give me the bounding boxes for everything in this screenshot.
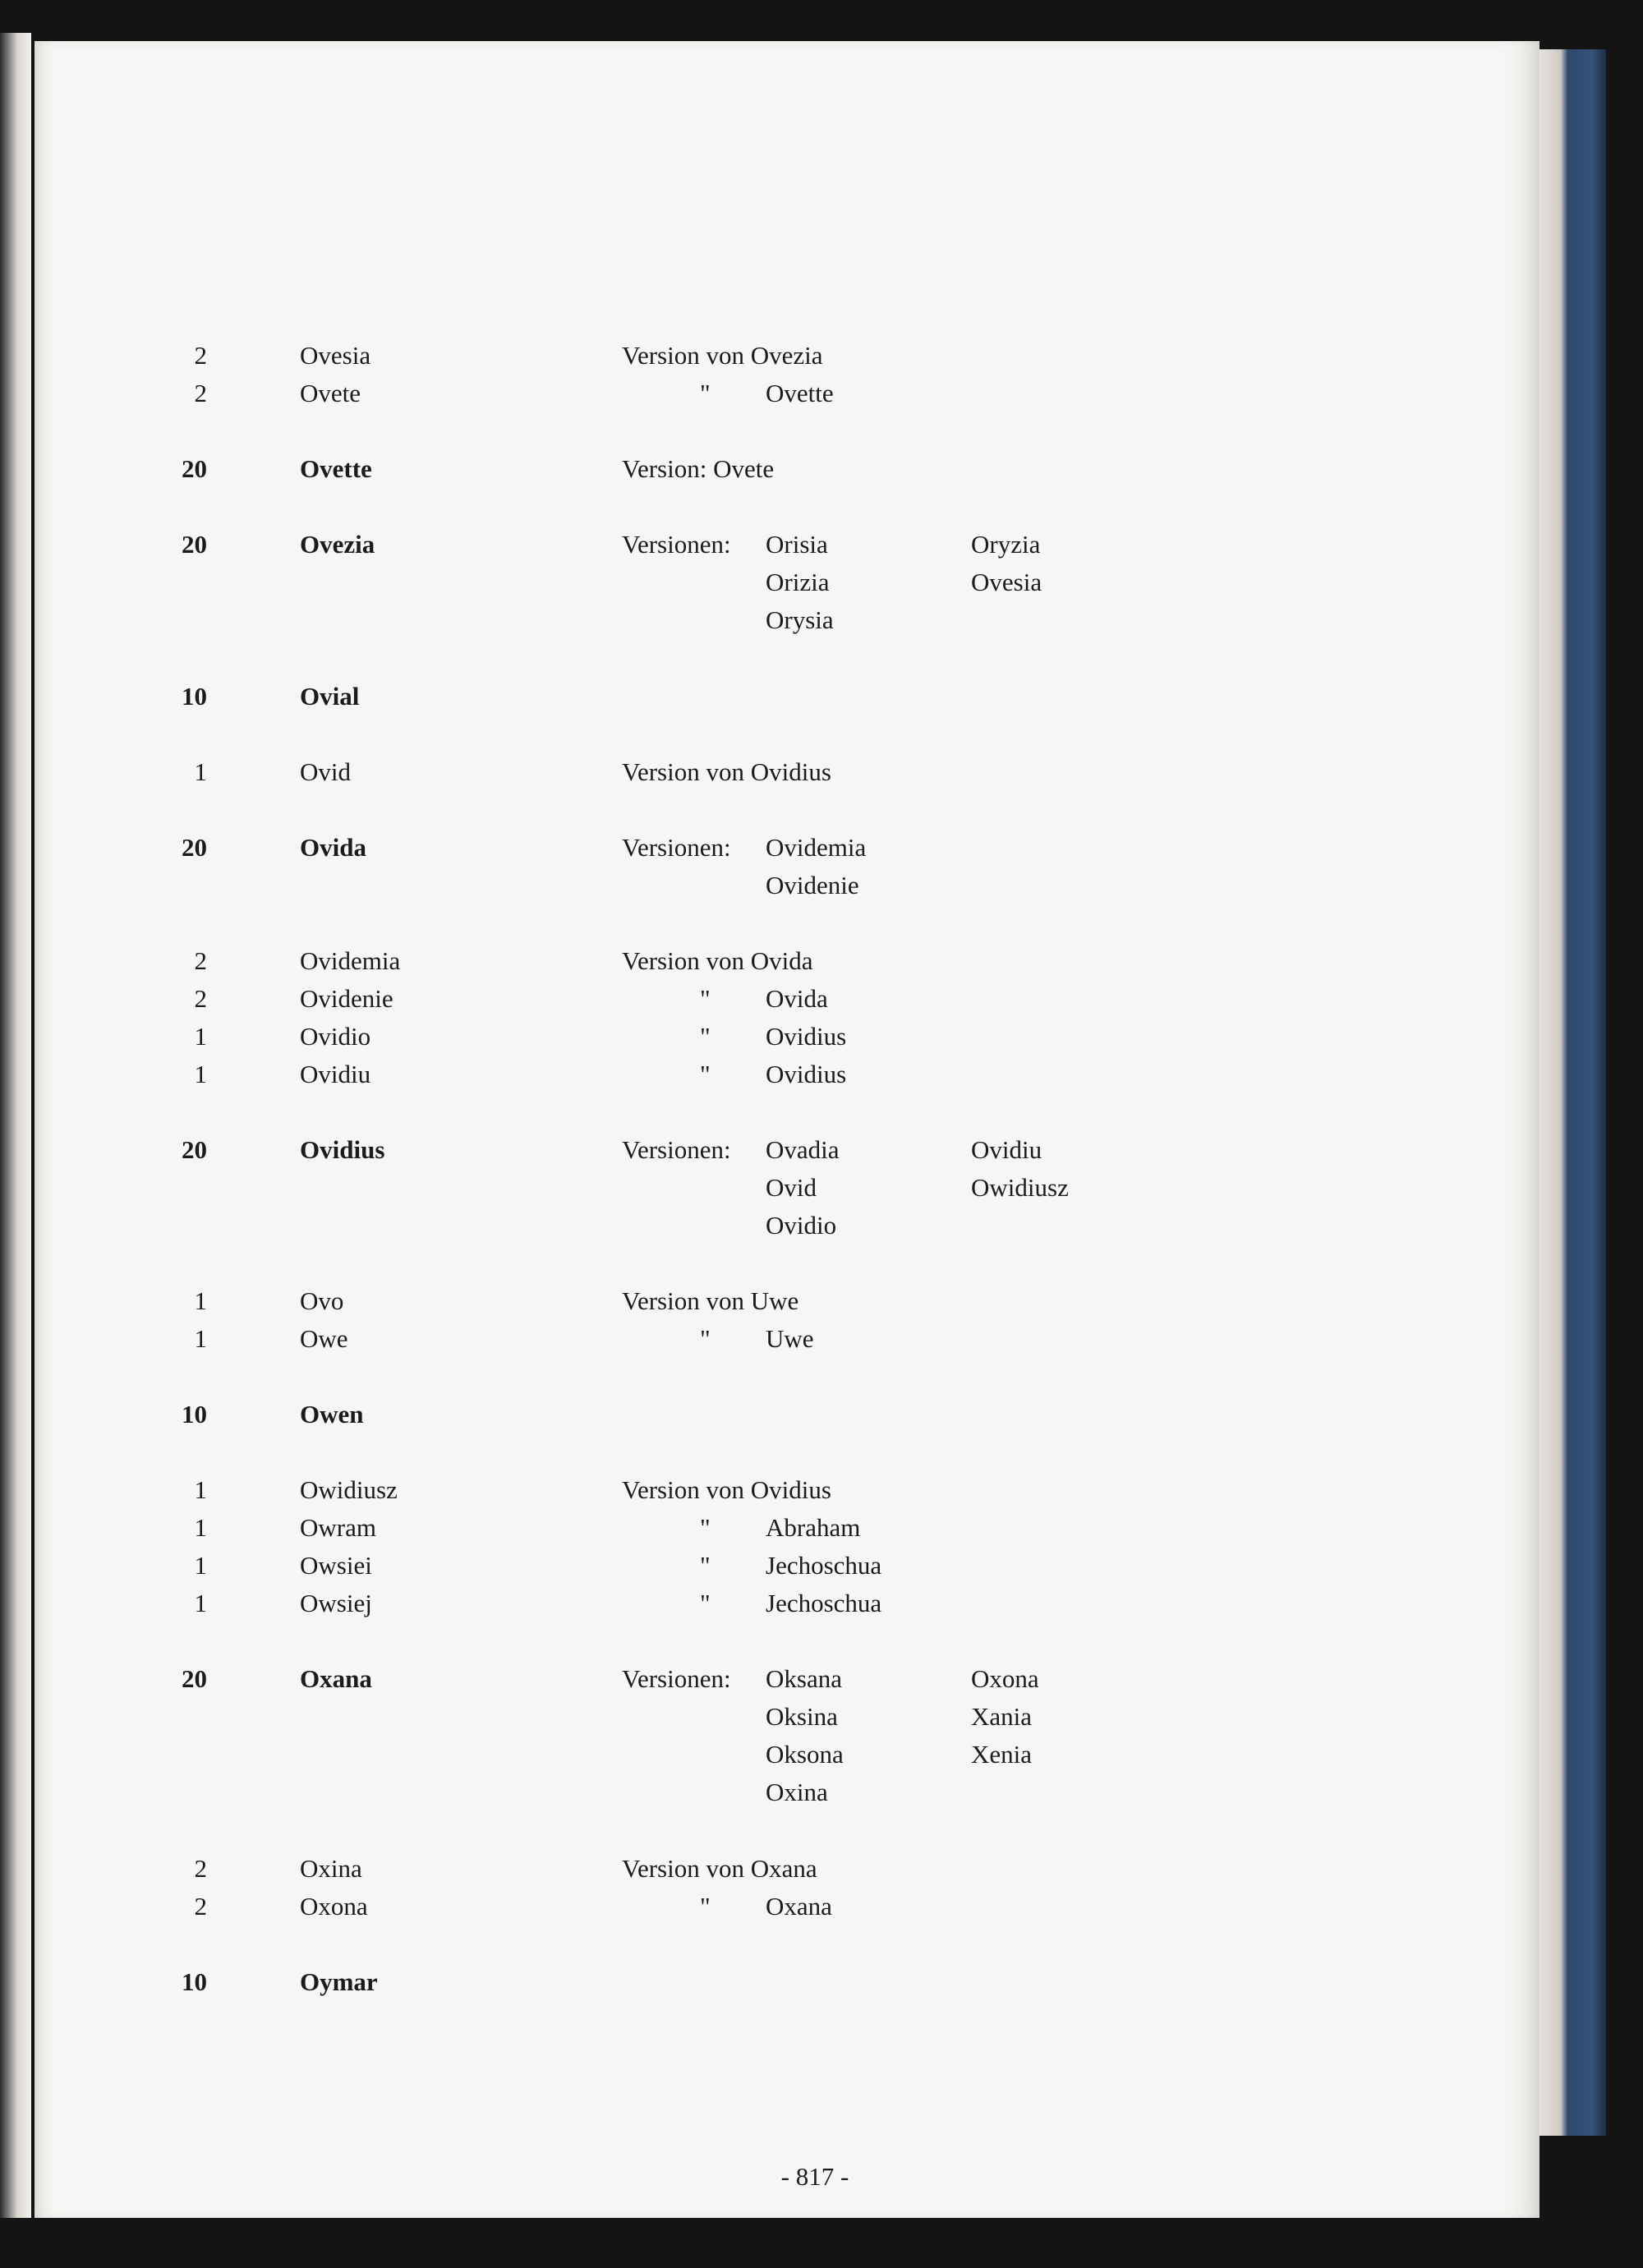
entry-count: 2 bbox=[194, 341, 207, 370]
entry-count: 1 bbox=[194, 1324, 207, 1353]
entry-variant: Orisia bbox=[766, 530, 828, 559]
entry-row bbox=[35, 375, 1539, 412]
entry-row bbox=[35, 1320, 1539, 1358]
entry-continuation-row bbox=[35, 1169, 1539, 1207]
entry-variant: Ovette bbox=[766, 379, 834, 407]
entry-row bbox=[35, 1963, 1539, 2001]
entry-row bbox=[35, 829, 1539, 867]
entry-name: Owidiusz bbox=[300, 1475, 398, 1504]
entry-count: 20 bbox=[182, 1664, 207, 1693]
entry-row bbox=[35, 1547, 1539, 1585]
entry-name: Ovidio bbox=[300, 1022, 371, 1051]
entry-note: Versionen: bbox=[622, 530, 731, 559]
entry-count: 1 bbox=[194, 1060, 207, 1088]
entry-name: Ovidiu bbox=[300, 1060, 371, 1088]
entry-name: Ovidemia bbox=[300, 946, 401, 975]
entry-count: 2 bbox=[194, 1892, 207, 1921]
entry-count: 1 bbox=[194, 1589, 207, 1617]
entry-variant: Ovesia bbox=[971, 568, 1042, 596]
entry-note: Version von Ovidius bbox=[622, 757, 831, 786]
entry-variant: Uwe bbox=[766, 1324, 814, 1353]
entry-count: 2 bbox=[194, 946, 207, 975]
entry-variant: Oxina bbox=[766, 1778, 828, 1806]
entry-variant: Orysia bbox=[766, 605, 834, 634]
entry-variant: Ovidius bbox=[766, 1060, 847, 1088]
entry-continuation-row bbox=[35, 867, 1539, 904]
entry-variant: Ovidio bbox=[766, 1211, 837, 1240]
entry-note: " bbox=[700, 1022, 711, 1051]
entry-continuation-row bbox=[35, 1207, 1539, 1244]
entry-variant: Oxona bbox=[971, 1664, 1039, 1693]
entry-name: Owsiej bbox=[300, 1589, 372, 1617]
entry-variant: Oksana bbox=[766, 1664, 842, 1693]
entry-row bbox=[35, 337, 1539, 375]
entry-continuation-row bbox=[35, 601, 1539, 639]
entry-continuation-row bbox=[35, 1698, 1539, 1736]
entry-name: Owram bbox=[300, 1513, 376, 1542]
entry-note: " bbox=[700, 1060, 711, 1088]
entry-note: " bbox=[700, 1589, 711, 1617]
entry-variant: Ovidenie bbox=[766, 871, 859, 899]
entry-count: 20 bbox=[182, 454, 207, 483]
entry-count: 1 bbox=[194, 757, 207, 786]
entry-variant: Oksina bbox=[766, 1702, 838, 1731]
entry-count: 1 bbox=[194, 1475, 207, 1504]
entry-row bbox=[35, 1018, 1539, 1056]
entry-note: Versionen: bbox=[622, 1135, 731, 1164]
entry-row bbox=[35, 753, 1539, 791]
entry-name: Owe bbox=[300, 1324, 348, 1353]
entry-count: 10 bbox=[182, 1400, 207, 1428]
entry-continuation-row bbox=[35, 1773, 1539, 1811]
entry-note: Version: Ovete bbox=[622, 454, 775, 483]
entry-count: 10 bbox=[182, 1967, 207, 1996]
entry-note: Version von Ovezia bbox=[622, 341, 823, 370]
entry-note: " bbox=[700, 379, 711, 407]
entry-name: Owen bbox=[300, 1400, 364, 1428]
book-page bbox=[35, 41, 1539, 2218]
entry-row bbox=[35, 678, 1539, 715]
entry-variant: Ovidiu bbox=[971, 1135, 1042, 1164]
entry-count: 1 bbox=[194, 1513, 207, 1542]
entry-name: Owsiei bbox=[300, 1551, 372, 1580]
entry-note: " bbox=[700, 1551, 711, 1580]
entry-count: 20 bbox=[182, 1135, 207, 1164]
entry-row bbox=[35, 1585, 1539, 1622]
entry-row bbox=[35, 1509, 1539, 1547]
entry-note: " bbox=[700, 1324, 711, 1353]
entry-row bbox=[35, 1131, 1539, 1169]
entry-count: 2 bbox=[194, 1854, 207, 1883]
entry-name: Ovidenie bbox=[300, 984, 393, 1013]
entry-row bbox=[35, 1282, 1539, 1320]
entry-row bbox=[35, 1396, 1539, 1433]
entry-count: 2 bbox=[194, 379, 207, 407]
entry-count: 1 bbox=[194, 1022, 207, 1051]
entry-variant: Xenia bbox=[971, 1740, 1033, 1769]
entry-name: Ovette bbox=[300, 454, 372, 483]
entry-note: Version von Uwe bbox=[622, 1286, 799, 1315]
entry-variant: Xania bbox=[971, 1702, 1033, 1731]
entry-name: Ovidius bbox=[300, 1135, 385, 1164]
entry-variant: Oryzia bbox=[971, 530, 1041, 559]
entry-note: Version von Ovidius bbox=[622, 1475, 831, 1504]
entry-variant: Ovida bbox=[766, 984, 828, 1013]
entry-count: 20 bbox=[182, 530, 207, 559]
entry-variant: Oxana bbox=[766, 1892, 832, 1921]
entry-name: Ovezia bbox=[300, 530, 375, 559]
entry-row bbox=[35, 1850, 1539, 1888]
entry-variant: Abraham bbox=[766, 1513, 861, 1542]
entry-variant: Oksona bbox=[766, 1740, 844, 1769]
entry-variant: Owidiusz bbox=[971, 1173, 1069, 1202]
entry-continuation-row bbox=[35, 564, 1539, 601]
entry-variant: Ovidemia bbox=[766, 833, 867, 862]
entry-variant: Jechoschua bbox=[766, 1551, 882, 1580]
entry-row bbox=[35, 1056, 1539, 1093]
entry-name: Ovial bbox=[300, 682, 360, 711]
entry-note: Versionen: bbox=[622, 833, 731, 862]
entry-row bbox=[35, 1888, 1539, 1925]
entry-note: " bbox=[700, 984, 711, 1013]
entry-variant: Ovidius bbox=[766, 1022, 847, 1051]
entry-continuation-row bbox=[35, 1736, 1539, 1773]
entry-name: Oxana bbox=[300, 1664, 372, 1693]
entry-note: Versionen: bbox=[622, 1664, 731, 1693]
entry-count: 1 bbox=[194, 1286, 207, 1315]
entry-name: Ovo bbox=[300, 1286, 344, 1315]
entry-row bbox=[35, 450, 1539, 488]
entry-name: Ovete bbox=[300, 379, 361, 407]
entry-name: Oxina bbox=[300, 1854, 362, 1883]
entry-name: Ovida bbox=[300, 833, 366, 862]
entry-count: 1 bbox=[194, 1551, 207, 1580]
page-number: - 817 - bbox=[780, 2162, 849, 2191]
entry-row bbox=[35, 980, 1539, 1018]
entry-variant: Orizia bbox=[766, 568, 830, 596]
entry-note: " bbox=[700, 1513, 711, 1542]
entry-variant: Jechoschua bbox=[766, 1589, 882, 1617]
entry-row bbox=[35, 1660, 1539, 1698]
entry-name: Oxona bbox=[300, 1892, 368, 1921]
entry-variant: Ovid bbox=[766, 1173, 817, 1202]
entry-row bbox=[35, 526, 1539, 564]
entry-note: " bbox=[700, 1892, 711, 1921]
entry-note: Version von Oxana bbox=[622, 1854, 817, 1883]
entry-name: Oymar bbox=[300, 1967, 378, 1996]
entry-count: 2 bbox=[194, 984, 207, 1013]
entry-count: 10 bbox=[182, 682, 207, 711]
entry-name: Ovid bbox=[300, 757, 351, 786]
entry-row bbox=[35, 1471, 1539, 1509]
entry-name: Ovesia bbox=[300, 341, 371, 370]
entry-note: Version von Ovida bbox=[622, 946, 813, 975]
entry-row bbox=[35, 942, 1539, 980]
entry-count: 20 bbox=[182, 833, 207, 862]
book-cover-edge bbox=[1536, 49, 1606, 2136]
book-spine-left bbox=[0, 33, 31, 2218]
entry-variant: Ovadia bbox=[766, 1135, 840, 1164]
